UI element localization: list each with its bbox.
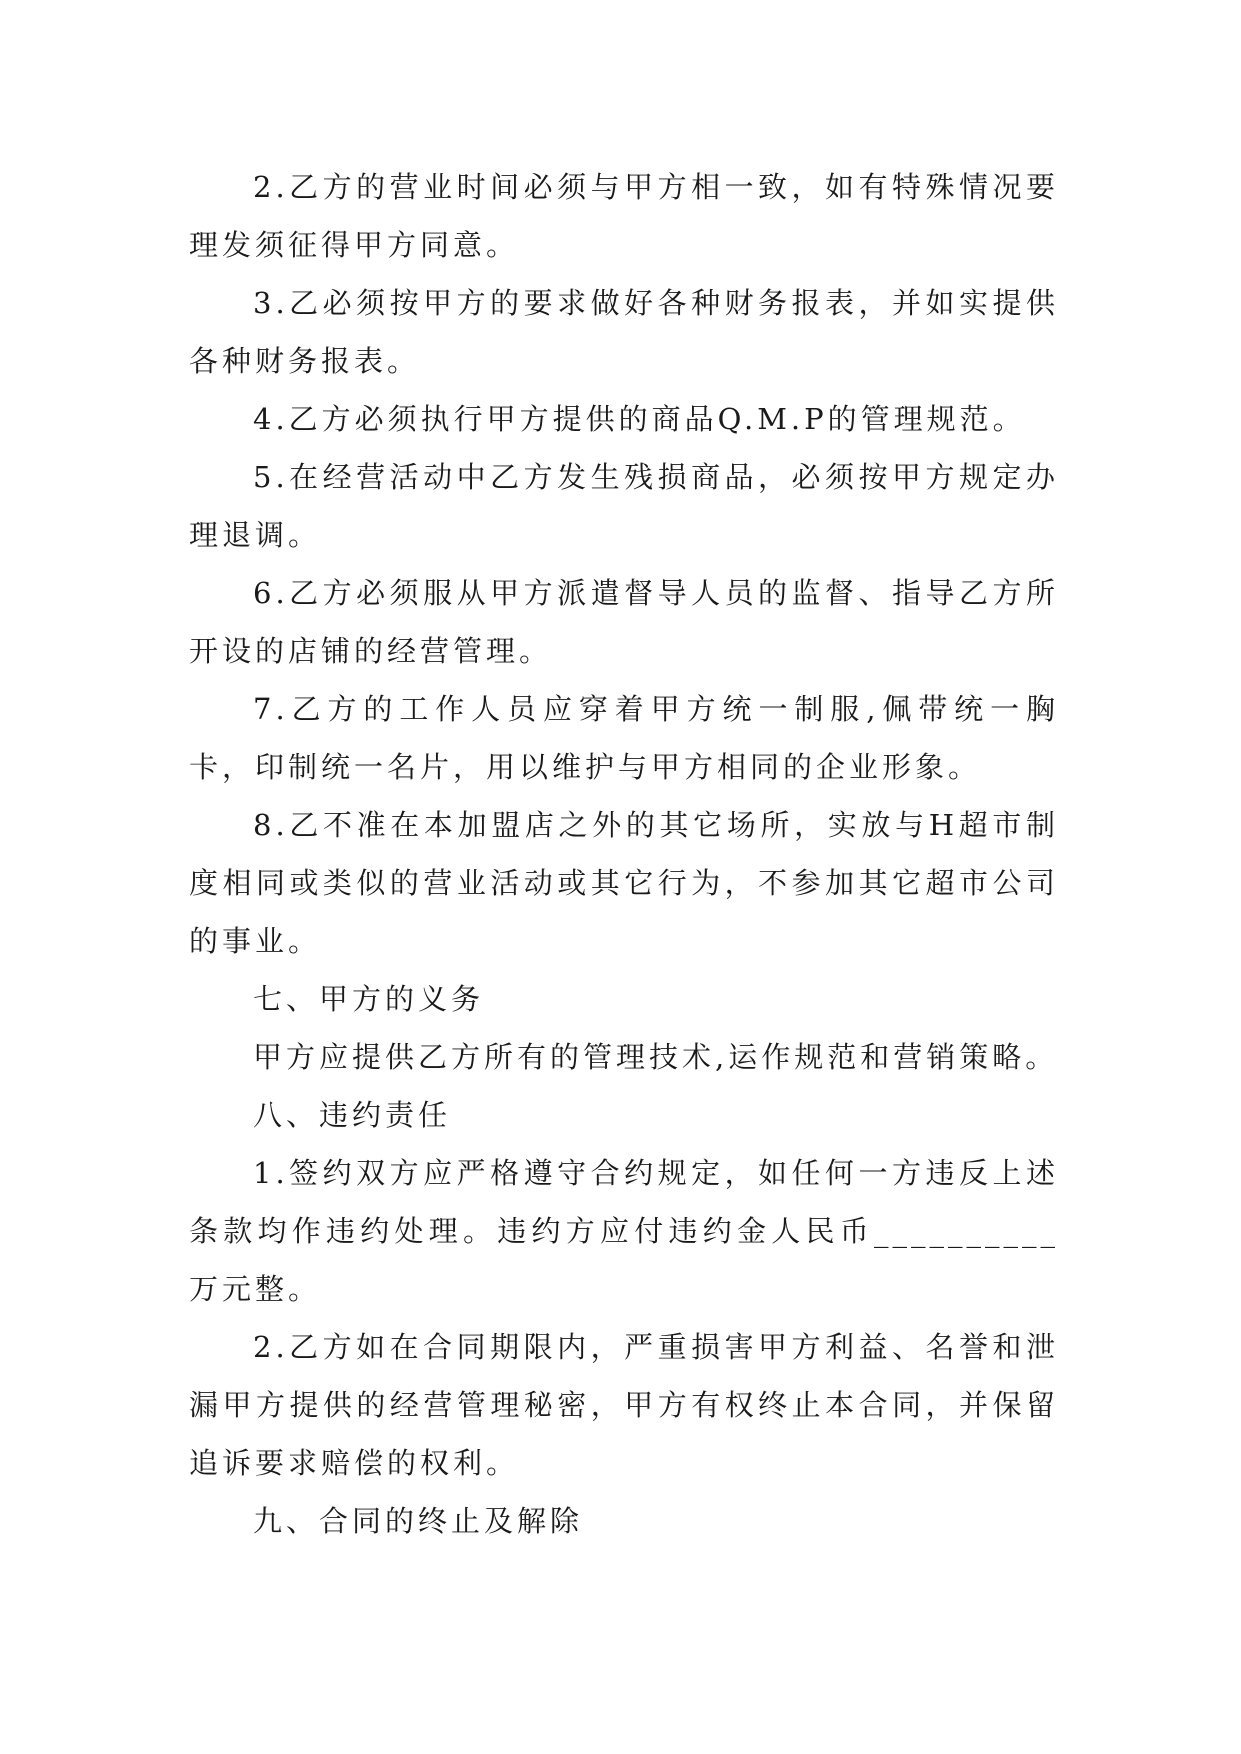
section-heading-termination: 九、合同的终止及解除 xyxy=(253,1504,584,1538)
clause-supervision: 6.乙方必须服从甲方派遣督导人员的监督、指导乙方所开设的店铺的经营管理。 xyxy=(189,576,1059,668)
document-body xyxy=(189,158,1059,1550)
clause-business-hours: 2.乙方的营业时间必须与甲方相一致，如有特殊情况要理发须征得甲方同意。 xyxy=(189,170,1059,262)
clause-qmp-standards: 4.乙方必须执行甲方提供的商品Q.M.P的管理规范。 xyxy=(253,402,1026,436)
clause-uniforms: 7.乙方的工作人员应穿着甲方统一制服,佩带统一胸卡，印制统一名片，用以维护与甲方相同的企业形象。 xyxy=(189,692,1059,784)
clause-financial-reports: 3.乙必须按甲方的要求做好各种财务报表，并如实提供各种财务报表。 xyxy=(189,286,1059,378)
clause-damaged-goods: 5.在经营活动中乙方发生残损商品，必须按甲方规定办理退调。 xyxy=(189,460,1059,552)
clause-non-compete: 8.乙不准在本加盟店之外的其它场所，实放与H超市制度相同或类似的营业活动或其它行为，不参加其它超市公司的事业。 xyxy=(189,808,1059,958)
clause-party-a-provision: 甲方应提供乙方所有的管理技术,运作规范和营销策略。 xyxy=(253,1040,1059,1074)
section-heading-party-a-obligations: 七、甲方的义务 xyxy=(253,982,485,1016)
clause-penalty: 1.签约双方应严格遵守合约规定，如任何一方违反上述条款均作违约处理。违约方应付违约金人民币__________万元整。 xyxy=(189,1156,1059,1306)
clause-termination-right: 2.乙方如在合同期限内，严重损害甲方利益、名誉和泄漏甲方提供的经营管理秘密，甲方有权终止本合同，并保留追诉要求赔偿的权利。 xyxy=(189,1330,1059,1480)
section-heading-breach: 八、违约责任 xyxy=(253,1098,452,1132)
